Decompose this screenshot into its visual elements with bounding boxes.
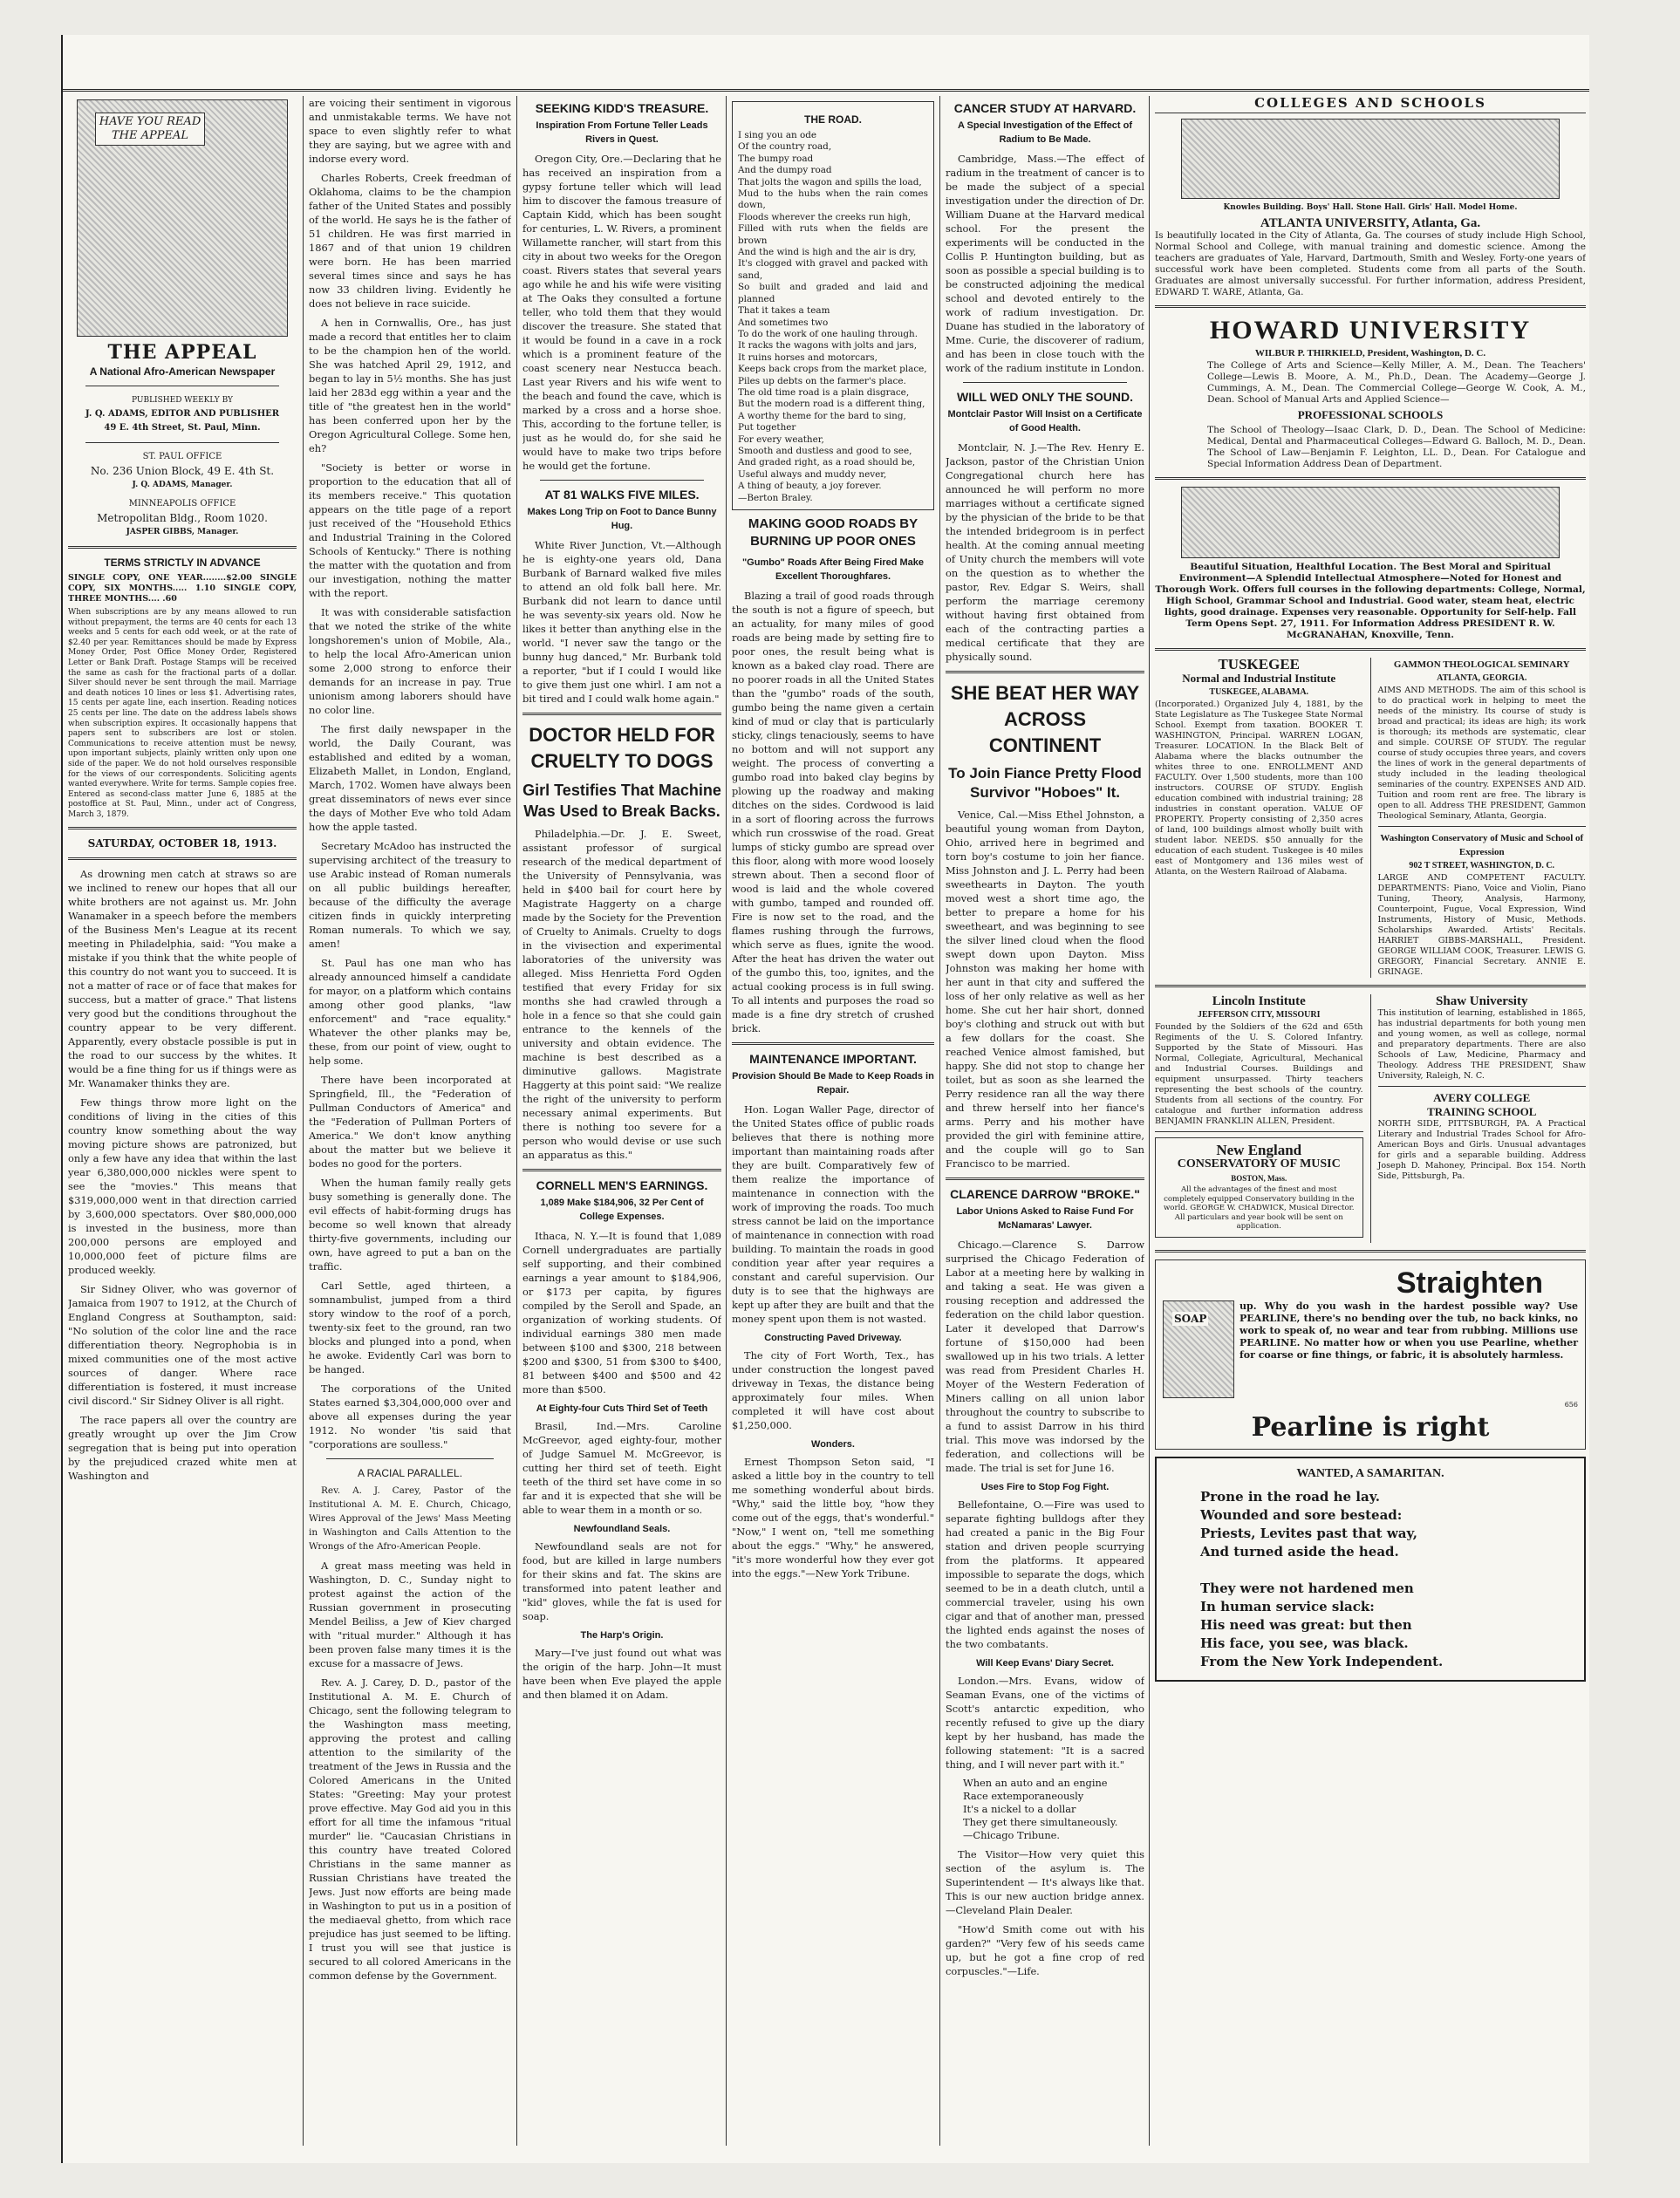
editorial-wanamaker: As drowning men catch at straws so are we inclined to renew our hopes that all our white brothers are not against us. Mr. John Wanamaker in a speech before the members of the Business Men's League at its recent meeting in Philadelphia, said: "You make a mistake if you think that the white people of this country do not want you to succeed. It is not a matter of race or of face that makes for success, but a matter of grace." That listens very good but the conditions throughout the country appear to be very different. Apparently, every obstacle possible is put in the road to our success by the whites. It would be a fine thing for us if things were as Mr. Wanamaker thinks they are. (68, 868, 297, 1090)
avery-body: NORTH SIDE, PITTSBURGH, PA. A Practical Literary and Industrial Trades School for Afro-American Boys and Girls. Unusual advantages for girls and a separable building. Address Joseph D. Mahoney, Principal. Box 154. North Side, Pittsburgh, Pa. (1377, 1119, 1586, 1181)
paper-address: 49 E. 4th Street, St. Paul, Minn. (104, 423, 261, 433)
column-5 (946, 96, 1144, 2146)
diary-body: London.—Mrs. Evans, widow of Seaman Evans, one of the victims of Scott's antarctic expedition, who recently refused to give up the diary kept by her husband, has made the following statement: "It is a sacred thing, and I will never part with it." (946, 1675, 1144, 1771)
tuskegee-subtitle: Normal and Industrial Institute (1182, 672, 1336, 685)
separator (85, 442, 279, 443)
atlanta-caption: Knowles Building. Boys' Hall. Stone Hall. Girls' Hall. Model Home. (1223, 203, 1518, 212)
separator (1378, 1086, 1587, 1087)
ne-body: All the advantages of the finest and most completely equipped Conservatory building in the world. GEORGE W. CHADWICK, Musical Director. All particulars and year book will be sent on application. (1163, 1185, 1355, 1232)
howard-title: HOWARD UNIVERSITY (1209, 316, 1532, 345)
separator (963, 382, 1127, 383)
paved-body: The city of Fort Worth, Tex., has under construction the longest paved driveway in Texas, the distance being approximately four miles. When completed it will have cost about $1,250,000. (732, 1349, 934, 1431)
darrow-body: Chicago.—Clarence S. Darrow surprised the Chicago Federation of Labor at a meeting here by walking in and taking a seat. He was given a rousing reception and addressed the federation on the child labor question. Later it developed that Darrow's fortune of $150,000 had been swallowed up in his two trials. A letter was read from President Charles H. Moyer of the Western Federation of Miners calling on all union labor throughout the country to subscribe to a fund to assist Darrow in his third trial. This move was indorsed by the federation, and collections will be made. The trial is set for June 16. (946, 1239, 1144, 1474)
separator (68, 827, 297, 829)
tuskegee-title: TUSKEGEE (1218, 656, 1301, 672)
gammon-ad (1378, 658, 1587, 978)
knoxville-campus-illustration (1181, 487, 1560, 558)
editorial-society: "Society is better or worse in proportion to the education that all of its members receive." This quotation appears on the title page of a report just received of the "Household Ethics and Industrial Training in the Colored Schools of Kentucky." There is nothing the matter with the quotation and from our investigation, nothing the matter with the report. (309, 461, 511, 599)
editorial-drugs: When the human family really gets busy something is generally done. The evil effects of habit-forming drugs has become so well known that already thirty-five governments, including our own, have agreed to put a ban on the traffic. (309, 1177, 511, 1273)
gumbo-subhead: "Gumbo" Roads After Being Fired Make Excellent Thoroughfares. (741, 557, 925, 582)
atlanta-body: Is beautifully located in the City of Atlanta, Ga. The courses of study include High School, Normal School and College, with manual training and domestic science. Among the teachers are graduates of Yale, Harvard, Dartmouth, Smith and Wesley. Forty-one years of successful work have been completed. Students come from all parts of the South. Graduates are almost universally successful. For further information, address President, EDWARD T. WARE, Atlanta, Ga. (1155, 230, 1586, 297)
seals-body: Newfoundland seals are not for food, but are killed in large numbers for their skins and fat. The skins are transformed into patent leather and "kid" gloves, while the fat is used for soap. (522, 1540, 721, 1622)
separator (1155, 985, 1586, 987)
cancer-subhead: A Special Investigation of the Effect of Radium to Be Made. (957, 120, 1133, 145)
wed-headline: WILL WED ONLY THE SOUND. (957, 390, 1133, 404)
avery-title-1: AVERY COLLEGE (1433, 1091, 1531, 1104)
howard-body: The College of Arts and Science—Kelly Miller, A. M., Dean. The Teachers' College—Lewis B. Moore, A. M., Ph.D., Dean. The Academy—George J. Cummings, A. M., Dean. The Commercial College—George W. Cook, A. M., Dean. School of Manual Arts and Applied Science— (1207, 360, 1586, 405)
beat-subhead: To Join Fiance Pretty Flood Survivor "Hoboes" It. (948, 765, 1142, 801)
wash-conservatory-address: 902 T STREET, WASHINGTON, D. C. (1409, 861, 1555, 870)
ne-title-2: CONSERVATORY OF MUSIC (1177, 1157, 1341, 1171)
road-poem-box (732, 101, 934, 510)
teeth-headline: At Eighty-four Cuts Third Set of Teeth (536, 1403, 708, 1414)
pearline-body: up. Why do you wash in the hardest possible way? Use PEARLINE, there's no bending over the tub, no back kinks, no work to speak of, no wear and tear from rubbing. Millions use PEARLINE. No matter how or when you use Pearline, whether for coarse or fine things, or fabric, it is absolutely harmless. (1240, 1300, 1578, 1361)
separator (1155, 1131, 1363, 1132)
shaw-title: Shaw University (1436, 994, 1528, 1008)
gammon-body: AIMS AND METHODS. The aim of this school is to do practical work in helping to meet the needs of the ministry. Its course of study is broad and practical; its ideas are high; its work is thorough; its methods are systematic, clear and simple. COURSE OF STUDY. The regular course of study occupies three years, and covers the lines of work in the general departments of study included in the leading theological seminaries of the country. EXPENSES AND AID. Tuition and room rent are free. The library is open to all. Address THE PRESIDENT, Gammon Theological Seminary, Atlanta, Georgia. (1377, 686, 1586, 821)
separator (522, 713, 721, 715)
column-1 (68, 96, 297, 2146)
cancer-headline: CANCER STUDY AT HARVARD. (953, 101, 1137, 115)
road-poem: I sing you an ode Of the country road, The bumpy road And the dumpy road That jolts the wagon and spills the load, Mud to the hubs when the rain comes down, Floods wherever the creeks run high, Filled with ruts when the fields are brown And the wind is high and the air is dry, It's clogged with gravel and packed with sand, So built and graded and laid and planned That it takes a team And sometimes two To do the work of one hauling through. It racks the wagons with jolts and jars, It ruins horses and motorcars, Keeps back crops from the market place, Piles up debts on the farmer's place. The old time road is a plain disgrace, But the modern road is a different thing, A worthy theme for the bard to sing, Put together For every weather, Smooth and dustless and good to see, And graded right, as a road should be, Useful always and muddy never, A thing of beauty, a joy forever. —Berton Braley. (738, 130, 928, 503)
wash-conservatory-title: Washington Conservatory of Music and School of Expression (1380, 833, 1584, 857)
ne-title-1: New England (1216, 1142, 1302, 1158)
column-rule (1149, 96, 1150, 2146)
lincoln-body: Founded by the Soldiers of the 62d and 65th Regiments of the U. S. Colored Infantry. Supported by the State of Missouri. Has Normal, Collegiate, Agricultural, Mechanical and Industrial Courses. Buildings and equipment unsurpassed. Thirty teachers representing the best schools of the country. Students from all sections of the country. For catalogue and further information address BENJAMIN FRANKLIN ALLEN, President. (1155, 1022, 1363, 1126)
editorial-jimcrow: The race papers all over the country are greatly wrought up over the Jim Crow segregation that is being put into operation by the prejudiced crazed white men at Washington and (68, 1414, 297, 1483)
separator (522, 1169, 721, 1171)
editorial-oliver: Sir Sidney Oliver, who was governor of Jamaica from 1907 to 1912, at the Church of England Congress at Southampton, said: "No solution of the color line and the race differentiation theory. Negrophobia is in mixed communities one of the most active sources of danger. Where race differentiation is fostered, it must increase civil discord." Sir Sidney Oliver is all right. (68, 1283, 297, 1408)
tuskegee-place: TUSKEGEE, ALABAMA. (1209, 687, 1309, 697)
gammon-title: GAMMON THEOLOGICAL SEMINARY (1393, 659, 1570, 670)
shaw-body: This institution of learning, established in 1865, has industrial departments for both young men and young women, as well as college, normal and preparatory departments. There are also Schools of Law, Medicine, Pharmacy and Theology. Address THE PRESIDENT, Shaw University, Raleigh, N. C. (1377, 1008, 1586, 1081)
editorial-pullman: There have been incorporated at Springfield, Ill., the "Federation of Pullman Conductors of America" and the "Federation of Pullman Porters of America." We don't know anything about the matter but we believe it bodes no good for the porters. (309, 1074, 511, 1170)
samaritan-title: WANTED, A SAMARITAN. (1296, 1466, 1444, 1480)
masthead (68, 99, 297, 539)
column-rule (726, 96, 727, 2146)
editorial-hen: A hen in Cornwallis, Ore., has just made a record that entitles her to claim to be the champion hen of the world. She was hatched April 29, 1912, and began to lay in 5½ months. She has just laid her 283d egg within a year and the title of "the greatest hen in the world" has been conferred upon her by the Oregon Agricultural College. Some hen, eh? (309, 317, 511, 454)
atlanta-buildings-illustration (1181, 119, 1560, 199)
doctor-subhead: Girl Testifies That Machine Was Used to Break Backs. (522, 782, 721, 820)
soap-label: SOAP (1174, 1312, 1207, 1325)
pearline-number: 656 (1564, 1400, 1578, 1409)
fire-headline: Uses Fire to Stop Fog Fight. (980, 1482, 1110, 1492)
diary-headline: Will Keep Evans' Diary Secret. (976, 1658, 1114, 1669)
separator (326, 1458, 494, 1459)
column-4 (732, 96, 934, 2146)
gumbo-body: Blazing a trail of good roads through the south is not a figure of speech, but an actuality, for many miles of good roads are being made by setting fire to poor ones, the result being what is known as a baked clay road. There are no poorer roads in all the United States than the "gumbo" roads of the south, gumbo being the name given a certain kind of mud or clay that is particularly sticky, clings tenaciously, seems to have no bottom and will not support any weight. The process of converting a gumbo road into baked clay begins by plowing up the roadway and making ditches on the sides. Cordwood is laid in a sort of flooring across the furrows which run crosswise of the road. Great lumps of sticky gumbo are spread over this floor, along with more wood loosely strewn about. Then a second floor of wood is laid and the whole covered with gumbo, tamped and rounded off. Fire is now set to the road, and the flames rushing through the furrows, which serve as flues, ignite the wood. After the heat has driven the water out of the gumbo this, too, ignites, and the actual cooking process is in full swing. To all intents and purposes the road so made is a fine dry stretch of crushed brick. (732, 590, 934, 1034)
separator (1155, 305, 1586, 308)
lincoln-place: JEFFERSON CITY, MISSOURI (1198, 1010, 1321, 1020)
editorial-roberts: Charles Roberts, Creek freedman of Oklahoma, claims to be the champion father of the United States and possibly of the world. He says he is the father of 51 children. He was first married in 1867 and of that union 19 children were born. He has been married several times since and says he has now 33 children living. Evidently he does not believe in race suicide. (309, 172, 511, 310)
cornell-headline: CORNELL MEN'S EARNINGS. (536, 1178, 708, 1192)
washerwoman-illustration (1163, 1300, 1234, 1398)
pearline-ad (1155, 1259, 1586, 1450)
masthead-banner: HAVE YOU READ THE APPEAL (95, 113, 205, 146)
auto-poem: When an auto and an engine Race extemporaneously It's a nickel to a dollar They get there simultaneously. —Chicago Tribune. (963, 1777, 1118, 1841)
colleges-header: COLLEGES AND SCHOOLS (1155, 96, 1586, 113)
walks-headline: AT 81 WALKS FIVE MILES. (544, 488, 700, 502)
editorial-settle: Carl Settle, aged thirteen, a somnambulist, jumped from a third story window to the roof of a porch, twenty-six feet to the ground, ran two blocks and plunged into a pond, when he awoke. Evidently Carl was born to be hanged. (309, 1280, 511, 1375)
separator (68, 857, 297, 860)
pearline-headline: Straighten (1396, 1266, 1543, 1300)
column-rule (303, 96, 304, 2146)
walks-body: White River Junction, Vt.—Although he is eighty-one years old, Dana Burbank of Barnard walked five miles to attend an old folk ball here. Mr. Burbank did not learn to dance until he was seventy-six years old. Now he likes it better than anything else in the world. "I never saw the tango or the bunny hug danced," Mr. Burbank told a reporter, "but if I could I would like to give them just one whirl. I am not a bit tired and I could walk home again." (522, 539, 721, 705)
school-ads-row-1 (1155, 658, 1586, 978)
visitor-body: The Visitor—How very quiet this section of the asylum is. The Superintendent — It's always like that. This is our new auction bridge annex.—Cleveland Plain Dealer. (946, 1848, 1144, 1916)
editorial-newspaper: The first daily newspaper in the world, the Daily Courant, was established and edited by a woman, Elizabeth Mallet, in London, England, March, 1702. Women have always been great disseminators of news ever since the days of Mother Eve who told Adam how the apple tasted. (309, 723, 511, 833)
ne-place: BOSTON, Mass. (1231, 1174, 1287, 1183)
issue-date: SATURDAY, OCTOBER 18, 1913. (87, 837, 277, 850)
column-2 (309, 96, 511, 2146)
atlanta-title: ATLANTA UNIVERSITY, Atlanta, Ga. (1260, 216, 1481, 230)
kidd-body: Oregon City, Ore.—Declaring that he has received an inspiration from a gypsy fortune teller which will lead him to discover the famous treasure of Captain Kidd, which has been sought for centuries, L. W. Rivers, a prominent Willamette rancher, will start from this city in about two weeks for the Oregon coast. Rivers states that several years ago while he and his wife were visiting at The Oaks they consulted a fortune teller, who told them that they would discover the treasure. She stated that it would be found in a cave in a rock which is a prominent feature of the coast scenery near Nestucca beach. Last year Rivers and his wife went to the beach and found the cave, which is marked by a cross and a horse shoe. This, according to the fortune teller, is just as he would do, for she said he would have to make two trips before he would get the fortune. (522, 153, 721, 472)
terms-title: TERMS STRICTLY IN ADVANCE (104, 556, 261, 569)
seals-headline: Newfoundland Seals. (573, 1524, 671, 1534)
terms-rates: SINGLE COPY, ONE YEAR........$2.00 SINGLE COPY, SIX MONTHS..... 1.10 SINGLE COPY, THREE MONTHS.... .60 (68, 573, 297, 604)
samaritan-box (1155, 1457, 1586, 1682)
editorial-corporations: The corporations of the United States earned $3,304,000,000 over and above all expenses during the year 1912. No wonder 'tis said that "corporations are soulless." (309, 1382, 511, 1451)
wonders-headline: Wonders. (811, 1439, 855, 1450)
school-ads-row-2 (1155, 994, 1586, 1243)
racial-parallel-sub: Rev. A. J. Carey, Pastor of the Institutional A. M. E. Church, Chicago, Wires Approval of the Jews' Mass Meeting in Washington and Calls Attention to the Wrongs of the Afro-American People. (309, 1485, 511, 1552)
tuskegee-ad (1155, 658, 1363, 978)
separator (540, 480, 704, 481)
separator (68, 546, 297, 549)
knoxville-body: Beautiful Situation, Healthful Location. The Best Moral and Spiritual Environment—A Splendid Intellectual Atmosphere—Noted for Honest and Thorough Work. Offers full courses in the following departments: College, Normal, High School, Grammar School and Industrial. Good water, steam heat, electric lights, good drainage. Expenses very reasonable. Opportunity for Self-help. Fall Term Opens Sept. 27, 1911. For Information Address PRESIDENT R. W. McGRANAHAN, Knoxville, Tenn. (1155, 562, 1586, 640)
column-rule (939, 96, 940, 2146)
separator (1155, 477, 1586, 480)
masthead-illustration (77, 99, 288, 337)
cornell-subhead: 1,089 Make $184,906, 32 Per Cent of College Expenses. (540, 1198, 704, 1222)
wash-conservatory-body: LARGE AND COMPETENT FACULTY. DEPARTMENTS: Piano, Voice and Violin, Piano Tuning, Theory, Analysis, Harmony, Counterpoint, Fugue, Vocal Expression, Wind Instruments, History of Music, Methods. Scholarships Awarded. Artists' Recitals. HARRIET GIBBS-MARSHALL, President. GEORGE WILLIAM COOK, Treasurer. LEWIS G. GREGORY, Financial Secretary. ANNIE E. GRINAGE. (1377, 873, 1586, 977)
howard-president: WILBUR P. THIRKIELD, President, Washington, D. C. (1254, 348, 1486, 358)
header-rule (63, 89, 1589, 92)
separator (946, 671, 1144, 673)
paved-headline: Constructing Paved Driveway. (764, 1333, 902, 1343)
road-title: THE ROAD. (804, 113, 862, 126)
separator (1155, 1250, 1586, 1253)
mpls-office-head: MINNEAPOLIS OFFICE (128, 499, 236, 509)
lincoln-title: Lincoln Institute (1212, 994, 1306, 1008)
teeth-body: Brasil, Ind.—Mrs. Caroline McGreevor, aged eighty-four, mother of Judge Samuel M. McGreevor, is cutting her third set of teeth. Eight teeth of the third set have come in so far and it is expected that she will be able to wear them in a month or so. (522, 1420, 721, 1516)
mpls-office-manager: JASPER GIBBS, Manager. (126, 528, 239, 536)
gumbo-headline: MAKING GOOD ROADS BY BURNING UP POOR ONES (748, 516, 919, 549)
stpaul-office-head: ST. PAUL OFFICE (142, 452, 222, 461)
maintenance-body: Hon. Logan Waller Page, director of the United States office of public roads believes that there is nothing more important than maintaining roads after they are built. Comparatively few of them realize the importance of maintenance in connection with the work of improving the roads. Too much stress cannot be laid on the importance of maintenance in connection with road building. To maintain the roads in good condition year after year requires a constant and careful supervision. Our duty is to see that the highways are kept up after they are built and that the money spent upon them is not wasted. (732, 1103, 934, 1325)
mpls-office-address: Metropolitan Bldg., Room 1020. (97, 512, 268, 524)
beat-headline: SHE BEAT HER WAY ACROSS CONTINENT (950, 682, 1140, 756)
maintenance-headline: MAINTENANCE IMPORTANT. (749, 1052, 917, 1066)
newspaper-page (61, 35, 1589, 2163)
harp-headline: The Harp's Origin. (580, 1630, 664, 1641)
editorial-longshoremen: It was with considerable satisfaction that we noted the strike of the white longshoremen's union of Mobile, Ala., to help the local Afro-American union some 2,000 strong to enforce their demands for an increase in pay. True unionism among laborers should have no color line. (309, 606, 511, 716)
doctor-body: Philadelphia.—Dr. J. E. Sweet, assistant professor of surgical research of the medical department of the University of Pennsylvania, was held in $400 bail for court here by Magistrate Haggerty on a charge made by the Society for the Prevention of Cruelty to Animals. Cruelty to dogs in the vivisection and experimental laboratories of the university was alleged. Miss Henrietta Ford Ogden testified that every Friday for six months she had crawled through a hole in a fence so that she could gain entrance to the kennels of the university and obtain evidence. The machine is best described as a diminutive gallows. Magistrate Haggerty at this point said: "We realize the right of the university to perform necessary animal experiments. But there is nothing too severe for a person who would devise or use such an apparatus as this." (522, 828, 721, 1161)
gammon-subtitle: ATLANTA, GEORGIA. (1437, 673, 1527, 683)
avery-title-2: TRAINING SCHOOL (1427, 1105, 1537, 1118)
racial-parallel-p1: A great mass meeting was held in Washington, D. C., Sunday night to protest against the action of the Russian government in prosecuting Mendel Beiliss, a Jew of Kiev charged with "ritual murder." Although it has been proven false many times it is the excuse for a massacre of Jews. (309, 1560, 511, 1669)
smith-body: "How'd Smith come out with his garden?" "Very few of his seeds came up, but he got a fine crop of red corpuscles."—Life. (946, 1923, 1144, 1977)
howard-body-2: The School of Theology—Isaac Clark, D. D., Dean. The School of Medicine: Medical, Dental and Pharmaceutical Colleges—Edward G. Balloch, M. D., Dean. The School of Law—Benjamin F. Leighton, LL. D., Dean. For Catalogue and Special Information Address Dean of Department. (1207, 425, 1586, 469)
column-rule (516, 96, 517, 2146)
darrow-headline: CLARENCE DARROW "BROKE." (950, 1187, 1140, 1201)
new-england-conservatory-ad (1155, 1137, 1363, 1238)
racial-parallel-p2: Rev. A. J. Carey, D. D., pastor of the Institutional A. M. E. Church of Chicago, sent the following telegram to the Washington mass meeting, approving the protest and calling attention to the similarity of the treatment of the Jews in Russia and the Colored Americans in the United States: "Greeting: May your protest prove effective. May God aid you in this effort for all time the infamous "ritual murder" lie. "Caucasian Christians in this country have treated Colored Christians in the same manner as Russian Christians have treated the Jews. Just now efforts are being made in Washington to put us in a position of the mediaeval ghetto, from which race prejudice has just seemed to be lifting. I trust you will see that justice is secured to all colored Americans in the common defense by the Government. (309, 1676, 511, 1982)
editorial-stpaul: St. Paul has one man who has already announced himself a candidate for mayor, on a platform which contains among other good planks, "law enforcement" and "race equality." Whatever the other planks may be, these, from our point of view, ought to help some. (309, 957, 511, 1067)
separator (732, 1042, 934, 1045)
wed-body: Montclair, N. J.—The Rev. Henry E. Jackson, pastor of the Christian Union Congregational church here has announced he will perform no more marriages without a certificate signed by the physician of the bride to be that the intended bridegroom is in perfect health. At the coming annual meeting of Unity church the members will vote on the question as to whether the pastor, Rev. Edgar S. Weirs, shall perform the marriage ceremony without having first obtained from each of the contracting parties a medical certificate that they are physically sound. (946, 441, 1144, 663)
beat-body: Venice, Cal.—Miss Ethel Johnston, a beautiful young woman from Dayton, Ohio, arrived here in begrimed and torn boy's costume to join her fiance. Miss Johnston and J. L. Perry had been sweethearts in Dayton. The youth moved west a short time ago, the better to prepare a home for his sweetheart, and was beginning to see the silver lined cloud when the flood swept down upon Dayton. Miss Johnston was making her home with her aunt in that city and suffered the loss of her only relative as well as her home. She cut her hair short, donned boy's clothing and struck out with but a few dollars for the coast. She reached Venice almost famished, but happy. She did not stop to change her toilet, but as soon as she learned the Perry residence ran all the way there and threw herself into her fiance's arms. Perry and his mother have provided the girl with feminine attire, and the couple will go to San Francisco to be married. (946, 809, 1144, 1170)
page-header-folio (72, 42, 76, 58)
wonders-body: Ernest Thompson Seton said, "I asked a little boy in the country to tell me something wonderful about birds. "Why," said the little boy, "how they come out of the eggs, that's wonderful." "Now," I went on, "tell me something about the eggs." "Why," he answered, "it's more wonderful how they ever got into the eggs."—New York Tribune. (732, 1456, 934, 1580)
tuskegee-body: (Incorporated.) Organized July 4, 1881, by the State Legislature as The Tuskegee State Normal School. Exempt from taxation. BOOKER T. WASHINGTON, Principal. WARREN LOGAN, Treasurer. LOCATION. In the Black Belt of Alabama where the blacks outnumber the whites three to one. ENROLLMENT AND FACULTY. Over 1,500 students, more than 100 instructors. COURSE OF STUDY. English education combined with industrial training; 28 industries in constant operation. VALUE OF PROPERTY. Property consisting of 2,350 acres of land, 100 buildings almost wholly built with student labor. NEEDS. $50 annually for the education of each student. Tuskegee is 40 miles east of Montgomery and 136 miles west of Atlanta, on the Western Railroad of Alabama. (1155, 700, 1363, 877)
column-3 (522, 96, 721, 2146)
pearline-content (1163, 1300, 1578, 1398)
stpaul-office-manager: J. Q. ADAMS, Manager. (132, 481, 233, 489)
separator (1378, 826, 1587, 827)
doctor-headline: DOCTOR HELD FOR CRUELTY TO DOGS (529, 724, 715, 772)
column-rule (1370, 658, 1371, 978)
harp-body: Mary—I've just found out what was the origin of the harp. John—It must have been when Eve played the apple and then blamed it on Adam. (522, 1647, 721, 1701)
editorial-mcadoo: Secretary McAdoo has instructed the supervising architect of the treasury to use Arabic instead of Roman numerals on all public buildings hereafter, because of the difficulty the average citizen finds in quickly interpreting Roman numerals. To which we say, amen! (309, 840, 511, 950)
racial-parallel-head: A RACIAL PARALLEL. (357, 1467, 463, 1479)
pearline-slogan: Pearline is right (1251, 1411, 1490, 1443)
howard-professional: PROFESSIONAL SCHOOLS (1297, 408, 1444, 421)
editorial-sentiment: are voicing their sentiment in vigorous and unmistakable terms. We have not space to even slightly refer to what they are saying, but we agree with and indorse every word. (309, 97, 511, 165)
wed-subhead: Montclair Pastor Will Insist on a Certificate of Good Health. (947, 409, 1143, 433)
paper-name: THE APPEAL (107, 341, 257, 364)
published-by: PUBLISHED WEEKLY BY (131, 396, 233, 405)
cancer-body: Cambridge, Mass.—The effect of radium in the treatment of cancer is to be made the subject of a special investigation under the direction of Dr. William Duane at the Harvard medical school. For the present the experiments will be conducted in the Collis P. Huntington building, but as soon as possible a special building is to be constructed adjoining the medical school and devoted entirely to the work of radium investigation. Dr. Duane has studied in the laboratory of Mme. Curie, the discoverer of radium, and has been in close touch with the work of the radium institute in London. (946, 153, 1144, 374)
darrow-subhead: Labor Unions Asked to Raise Fund For McNamaras' Lawyer. (956, 1206, 1134, 1231)
samaritan-poem: Prone in the road he lay. Wounded and sore bestead: Priests, Levites past that way, And turned aside the head. They were not hardened men In human service slack: His need was great: but then His face, you see, was black. From the New York Independent. (1200, 1488, 1444, 1669)
separator (946, 1178, 1144, 1180)
cornell-body: Ithaca, N. Y.—It is found that 1,089 Cornell undergraduates are partially self supporting, and their combined earnings a year amount to $184,906, or $173 per capita, by figures compiled by the Seroll and Spade, an organization of working students. Of individual earnings 380 men made between $100 and $300, 218 between $200 and $300, 51 from $300 to $400, 81 between $400 and $500 and 42 more than $500. (522, 1230, 721, 1396)
column-rule (1370, 994, 1371, 1243)
maintenance-subhead: Provision Should Be Made to Keep Roads in Repair. (732, 1071, 934, 1096)
kidd-subhead: Inspiration From Fortune Teller Leads Rivers in Quest. (536, 120, 708, 145)
editor-line: J. Q. ADAMS, EDITOR AND PUBLISHER (85, 409, 280, 419)
separator (1155, 648, 1586, 651)
terms-body: When subscriptions are by any means allowed to run without prepayment, the terms are 40 cents for each 13 weeks and 5 cents for each odd week, or at the rate of $2.40 per year. Remittances should be made by Express Money Order, Post Office Money Order, Registered Letter or Bank Draft. Postage Stamps will be received the same as cash for the fractional parts of a dollar. Silver should never be sent through the mail. Marriage and death notices 10 lines or less $1. Advertising rates, 15 cents per agate line, each insertion. Reading notices 25 cents per line. The date on the address labels shows when subscription expires. It occasionally happens that papers sent to subscribers are lost or stolen. Communications to receive attention must be newsy, upon important subjects, plainly written only upon one side of the paper. We do not hold ourselves responsible for the views of our correspondents. Soliciting agents wanted everywhere. Write for terms. Sample copies free. Entered as second-class matter June 6, 1885 at the postoffice at St. Paul, Minn., under act of Congress, March 3, 1879. (68, 608, 297, 819)
paper-tagline: A National Afro-American Newspaper (89, 365, 276, 378)
editorial-movies: Few things throw more light on the conditions of living in the cities of this country know something about the way moving picture shows are patronized, but only a few have any idea that within the last year 6,380,000,000 nickles were spent to see the "movies." This means that $319,000,000 went in that direction carried by 3,600,000 spectators. Over $80,000,000 is invested in the business, more than 200,000 persons are employed and 10,000,000 feet of picture films are produced weekly. (68, 1096, 297, 1277)
kidd-headline: SEEKING KIDD'S TREASURE. (535, 101, 709, 115)
stpaul-office-address: No. 236 Union Block, 49 E. 4th St. (90, 465, 275, 477)
fire-body: Bellefontaine, O.—Fire was used to separate fighting bulldogs after they had created a panic in the Big Four station and driven people scurrying from the platforms. It appeared impossible to separate the dogs, which seemed to be in a death clutch, until a commercial traveler, using his own cigar and that of another man, pressed the lighted ends against the noses of the two combatants. (946, 1498, 1144, 1650)
shaw-ad (1378, 994, 1587, 1243)
column-6-ads (1155, 96, 1586, 2146)
lincoln-ad (1155, 994, 1363, 1243)
walks-subhead: Makes Long Trip on Foot to Dance Bunny Hug. (527, 507, 717, 531)
